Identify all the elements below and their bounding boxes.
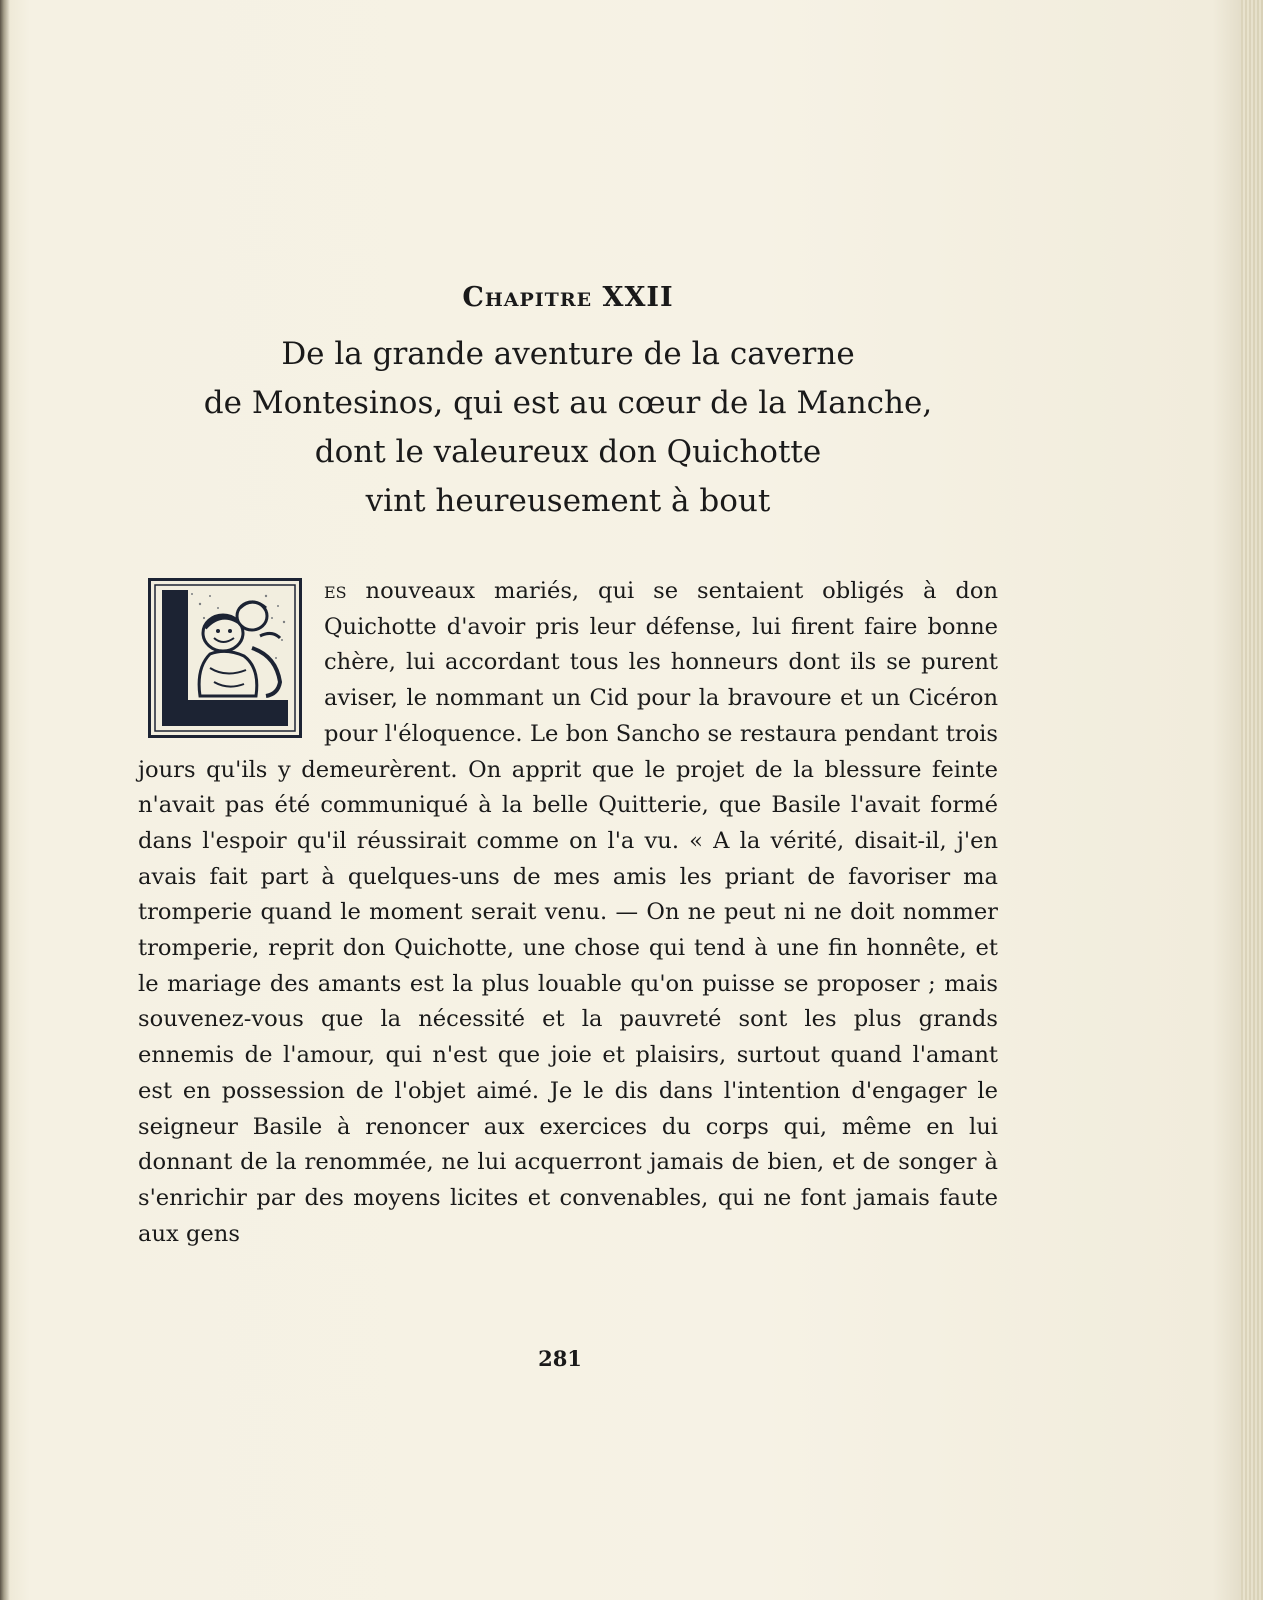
chapter-title bbox=[138, 330, 998, 526]
first-word: es bbox=[324, 578, 347, 604]
chapter-title-line: de Montesinos, qui est au cœur de la Manche, bbox=[203, 385, 933, 421]
body-paragraph bbox=[138, 574, 998, 1252]
chapter-title-line: vint heureusement à bout bbox=[365, 483, 771, 519]
page-number: 281 bbox=[538, 1346, 582, 1371]
chapter-title-line: dont le valeureux don Quichotte bbox=[314, 434, 822, 470]
page-content bbox=[138, 280, 998, 1252]
illustrated-dropcap-l bbox=[148, 578, 302, 738]
chapter-heading: Chapitre XXII bbox=[462, 282, 674, 313]
chapter-title-line: De la grande aventure de la caverne bbox=[281, 336, 855, 372]
page-edges bbox=[1241, 0, 1263, 1600]
body-text: nouveaux mariés, qui se sentaient obligés à don Quichotte d'avoir pris leur défense, lui firent faire bonne chère, lui accordant tous les honneurs dont ils se purent aviser, le nommant un Cid pour la bravoure et un Cicéron pour l'éloquence. Le bon Sancho se restaura pendant trois jours qu'ils y demeurèrent. On apprit que le projet de la blessure feinte n'avait pas été communiqué à la belle Quitterie, que Basile l'avait formé dans l'espoir qu'il réussirait comme on l'a vu. « A la vérité, disait-il, j'en avais fait part à quelques-uns de mes amis les priant de favoriser ma tromperie quand le moment serait venu. — On ne peut ni ne doit nommer tromperie, reprit don Quichotte, une chose qui tend à une fin honnête, et le mariage des amants est la plus louable qu'on puisse se proposer ; mais souvenez-vous que la nécessité et la pauvreté sont les plus grands ennemis de l'amour, qui n'est que joie et plaisirs, surtout quand l'amant est en possession de l'objet aimé. Je le dis dans l'intention d'engager le seigneur Basile à renoncer aux exercices du corps qui, même en lui donnant de la renommée, ne lui acquerront jamais de bien, et de songer à s'enrichir par des moyens licites et convenables, qui ne font jamais faute aux gens bbox=[138, 578, 998, 1247]
